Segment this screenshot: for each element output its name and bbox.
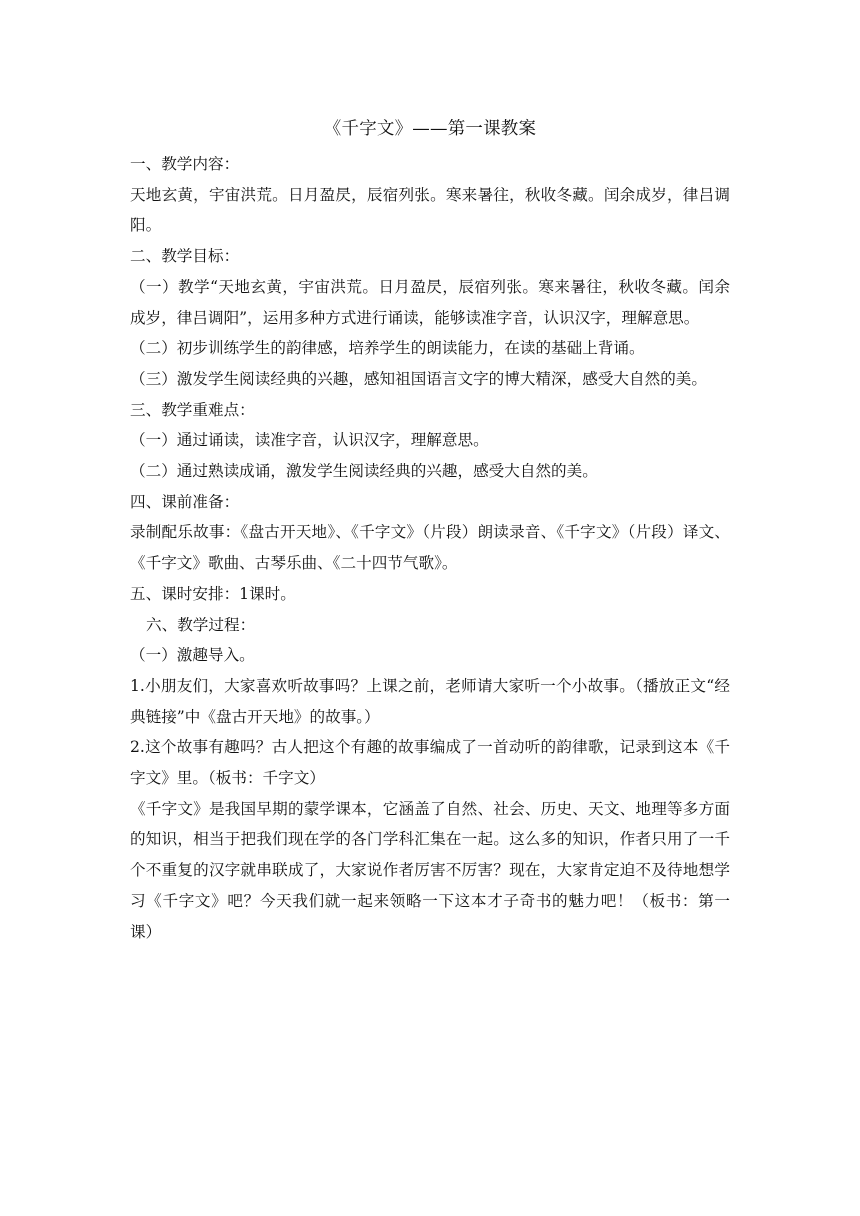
- objective-item-1: （一）教学“天地玄黄，宇宙洪荒。日月盈昃，辰宿列张。寒来暑往，秋收冬藏。闰余成岁，律吕调阳”，运用多种方式进行诵读，能够读准字音，认识汉字，理解意思。: [130, 277, 730, 327]
- process-item-1: 1.小朋友们，大家喜欢听故事吗？上课之前，老师请大家听一个小故事。（播放正文“经典链接”中《盘古开天地》的故事。）: [130, 676, 730, 726]
- preparation-text: 录制配乐故事：《盘古开天地》、《千字文》（片段）朗读录音、《千字文》（片段）译文、《千字文》歌曲、古琴乐曲、《二十四节气歌》。: [130, 523, 730, 573]
- section-heading-preparation: 四、课前准备：: [130, 492, 240, 511]
- objective-item-3: （三）激发学生阅读经典的兴趣，感知祖国语言文字的博大精深，感受大自然的美。: [130, 369, 707, 388]
- section-heading-content: 一、教学内容：: [130, 155, 240, 173]
- process-step-intro: （一）激趣导入。: [130, 646, 255, 665]
- key-point-item-1: （一）通过诵读，读准字音，认识汉字，理解意思。: [130, 431, 489, 450]
- section-heading-schedule: 五、课时安排：1课时。: [130, 584, 296, 603]
- process-item-3: 《千字文》是我国早期的蒙学课本，它涵盖了自然、社会、历史、天文、地理等多方面的知识，相当于把我们现在学的各门学科汇集在一起。这么多的知识，作者只用了一千个不重复的汉字就串联成了，大家说作者厉害不厉害？现在，大家肯定迫不及待地想学习《千字文》吧？今天我们就一起来领略一下这本才子奇书的魅力吧！（板书：第一课）: [130, 799, 730, 941]
- document-title: 《千字文》——第一课教案: [323, 119, 537, 139]
- objective-item-2: （二）初步训练学生的韵律感，培养学生的朗读能力，在读的基础上背诵。: [130, 339, 645, 358]
- section-heading-key-points: 三、教学重难点：: [130, 400, 255, 419]
- document-body: [130, 115, 730, 947]
- key-point-item-2: （二）通过熟读成诵，激发学生阅读经典的兴趣，感受大自然的美。: [130, 462, 598, 481]
- section-heading-process: 六、教学过程：: [146, 615, 256, 634]
- content-text: 天地玄黄，宇宙洪荒。日月盈昃，辰宿列张。寒来暑往，秋收冬藏。闰余成岁，律吕调阳。: [130, 185, 730, 235]
- section-heading-objectives: 二、教学目标：: [130, 247, 240, 266]
- process-item-2: 2.这个故事有趣吗？古人把这个有趣的故事编成了一首动听的韵律歌，记录到这本《千字文》里。（板书：千字文）: [130, 738, 730, 788]
